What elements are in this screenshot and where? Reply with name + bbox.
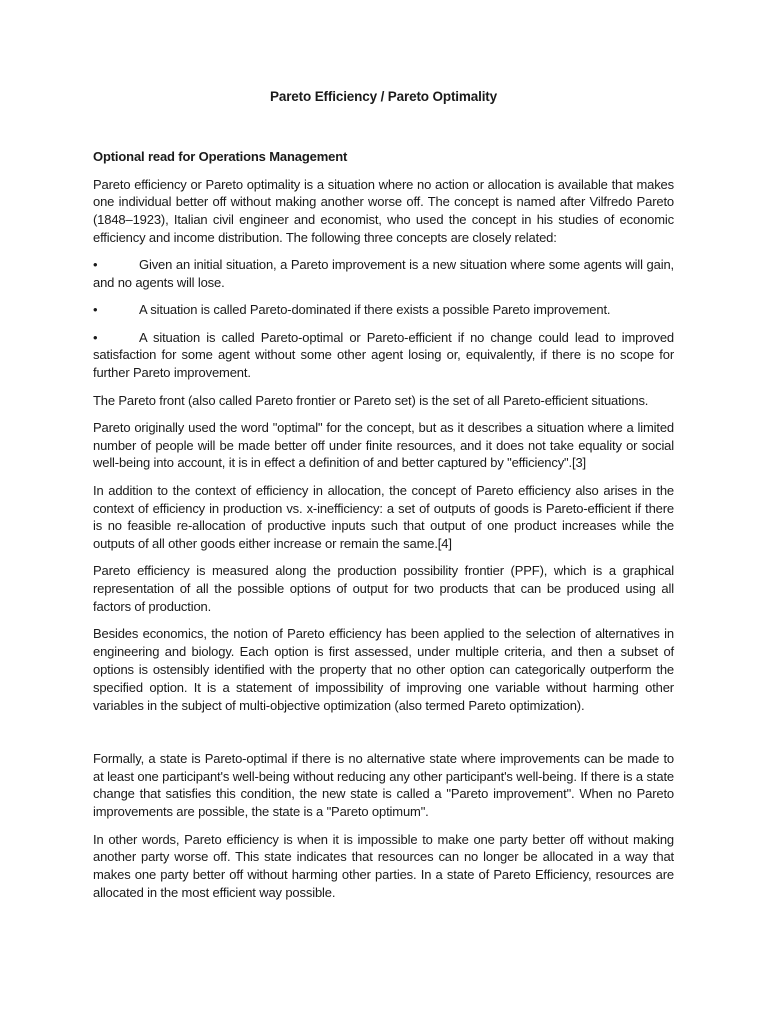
document-title: Pareto Efficiency / Pareto Optimality [269, 89, 498, 104]
bullet-icon: • [93, 329, 98, 345]
bullet-icon: • [93, 302, 98, 318]
bullet-text: A situation is called Pareto-dominated if there exists a possible Pareto improvement. [139, 302, 611, 318]
blank-line [93, 724, 674, 750]
document-subtitle: Optional read for Operations Management [93, 148, 348, 164]
paragraph-optimal-word: Pareto originally used the word "optimal" for the concept, but as it describes a situation where a limited number of people will be made better off under finite resources, and it does not take equality or social well-being into account, it is in effect a definition of and better captured by "efficiency".[3] [93, 419, 674, 471]
paragraph-formal: Formally, a state is Pareto-optimal if there is no alternative state where improvements can be made to at least one participant's well-being without reducing any other participant's well-being. If there is a state change that satisfies this condition, the new state is called a "Pareto improvement". When no Pareto improvements are possible, the state is a "Pareto optimum". [93, 750, 674, 820]
paragraph-engineering: Besides economics, the notion of Pareto efficiency has been applied to the selection of alternatives in engineering and biology. Each option is first assessed, under multiple criteria, and then a subset of options is ostensibly identified with the property that no other option can categorically outperform the specified option. It is a statement of impossibility of improving one variable without harming other variables in the subject of multi-objective optimization (also termed Pareto optimization). [93, 626, 674, 713]
paragraph-other-words: In other words, Pareto efficiency is when it is impossible to make one party better off without making another party worse off. This state indicates that resources can no longer be allocated in a way that makes one party better off without harming other parties. In a state of Pareto Efficiency, resources are allocated in the most efficient way possible. [93, 831, 674, 900]
bullet-icon: • [93, 257, 98, 273]
bullet-item [93, 301, 674, 319]
bullet-item [93, 329, 674, 382]
bullet-text: A situation is called Pareto-optimal or Pareto-efficient if no change could lead to improved satisfaction for some agent without some other agent losing or, equivalently, if there is no scope for further Pareto improvement. [93, 329, 674, 381]
intro-paragraph: Pareto efficiency or Pareto optimality is a situation where no action or allocation is available that makes one individual better off without making another worse off. The concept is named after Vilfredo Pareto (1848–1923), Italian civil engineer and economist, who used the concept in his studies of economic efficiency and income distribution. The following three concepts are closely related: [93, 176, 674, 245]
paragraph-ppf: Pareto efficiency is measured along the production possibility frontier (PPF), which is a graphical representation of all the possible options of output for two products that can be produced using all factors of production. [93, 563, 674, 615]
document-page [93, 88, 674, 911]
paragraph-pareto-front: The Pareto front (also called Pareto frontier or Pareto set) is the set of all Pareto-efficient situations. [93, 392, 649, 408]
paragraph-production: In addition to the context of efficiency in allocation, the concept of Pareto efficiency also arises in the context of efficiency in production vs. x-inefficiency: a set of outputs of goods is Pareto-efficient if there is no feasible re-allocation of productive inputs such that output of one product increases while the outputs of all other goods either increase or remain the same.[4] [93, 482, 674, 552]
bullet-item [93, 256, 674, 292]
bullet-text: Given an initial situation, a Pareto improvement is a new situation where some agents will gain, and no agents will lose. [93, 257, 674, 291]
